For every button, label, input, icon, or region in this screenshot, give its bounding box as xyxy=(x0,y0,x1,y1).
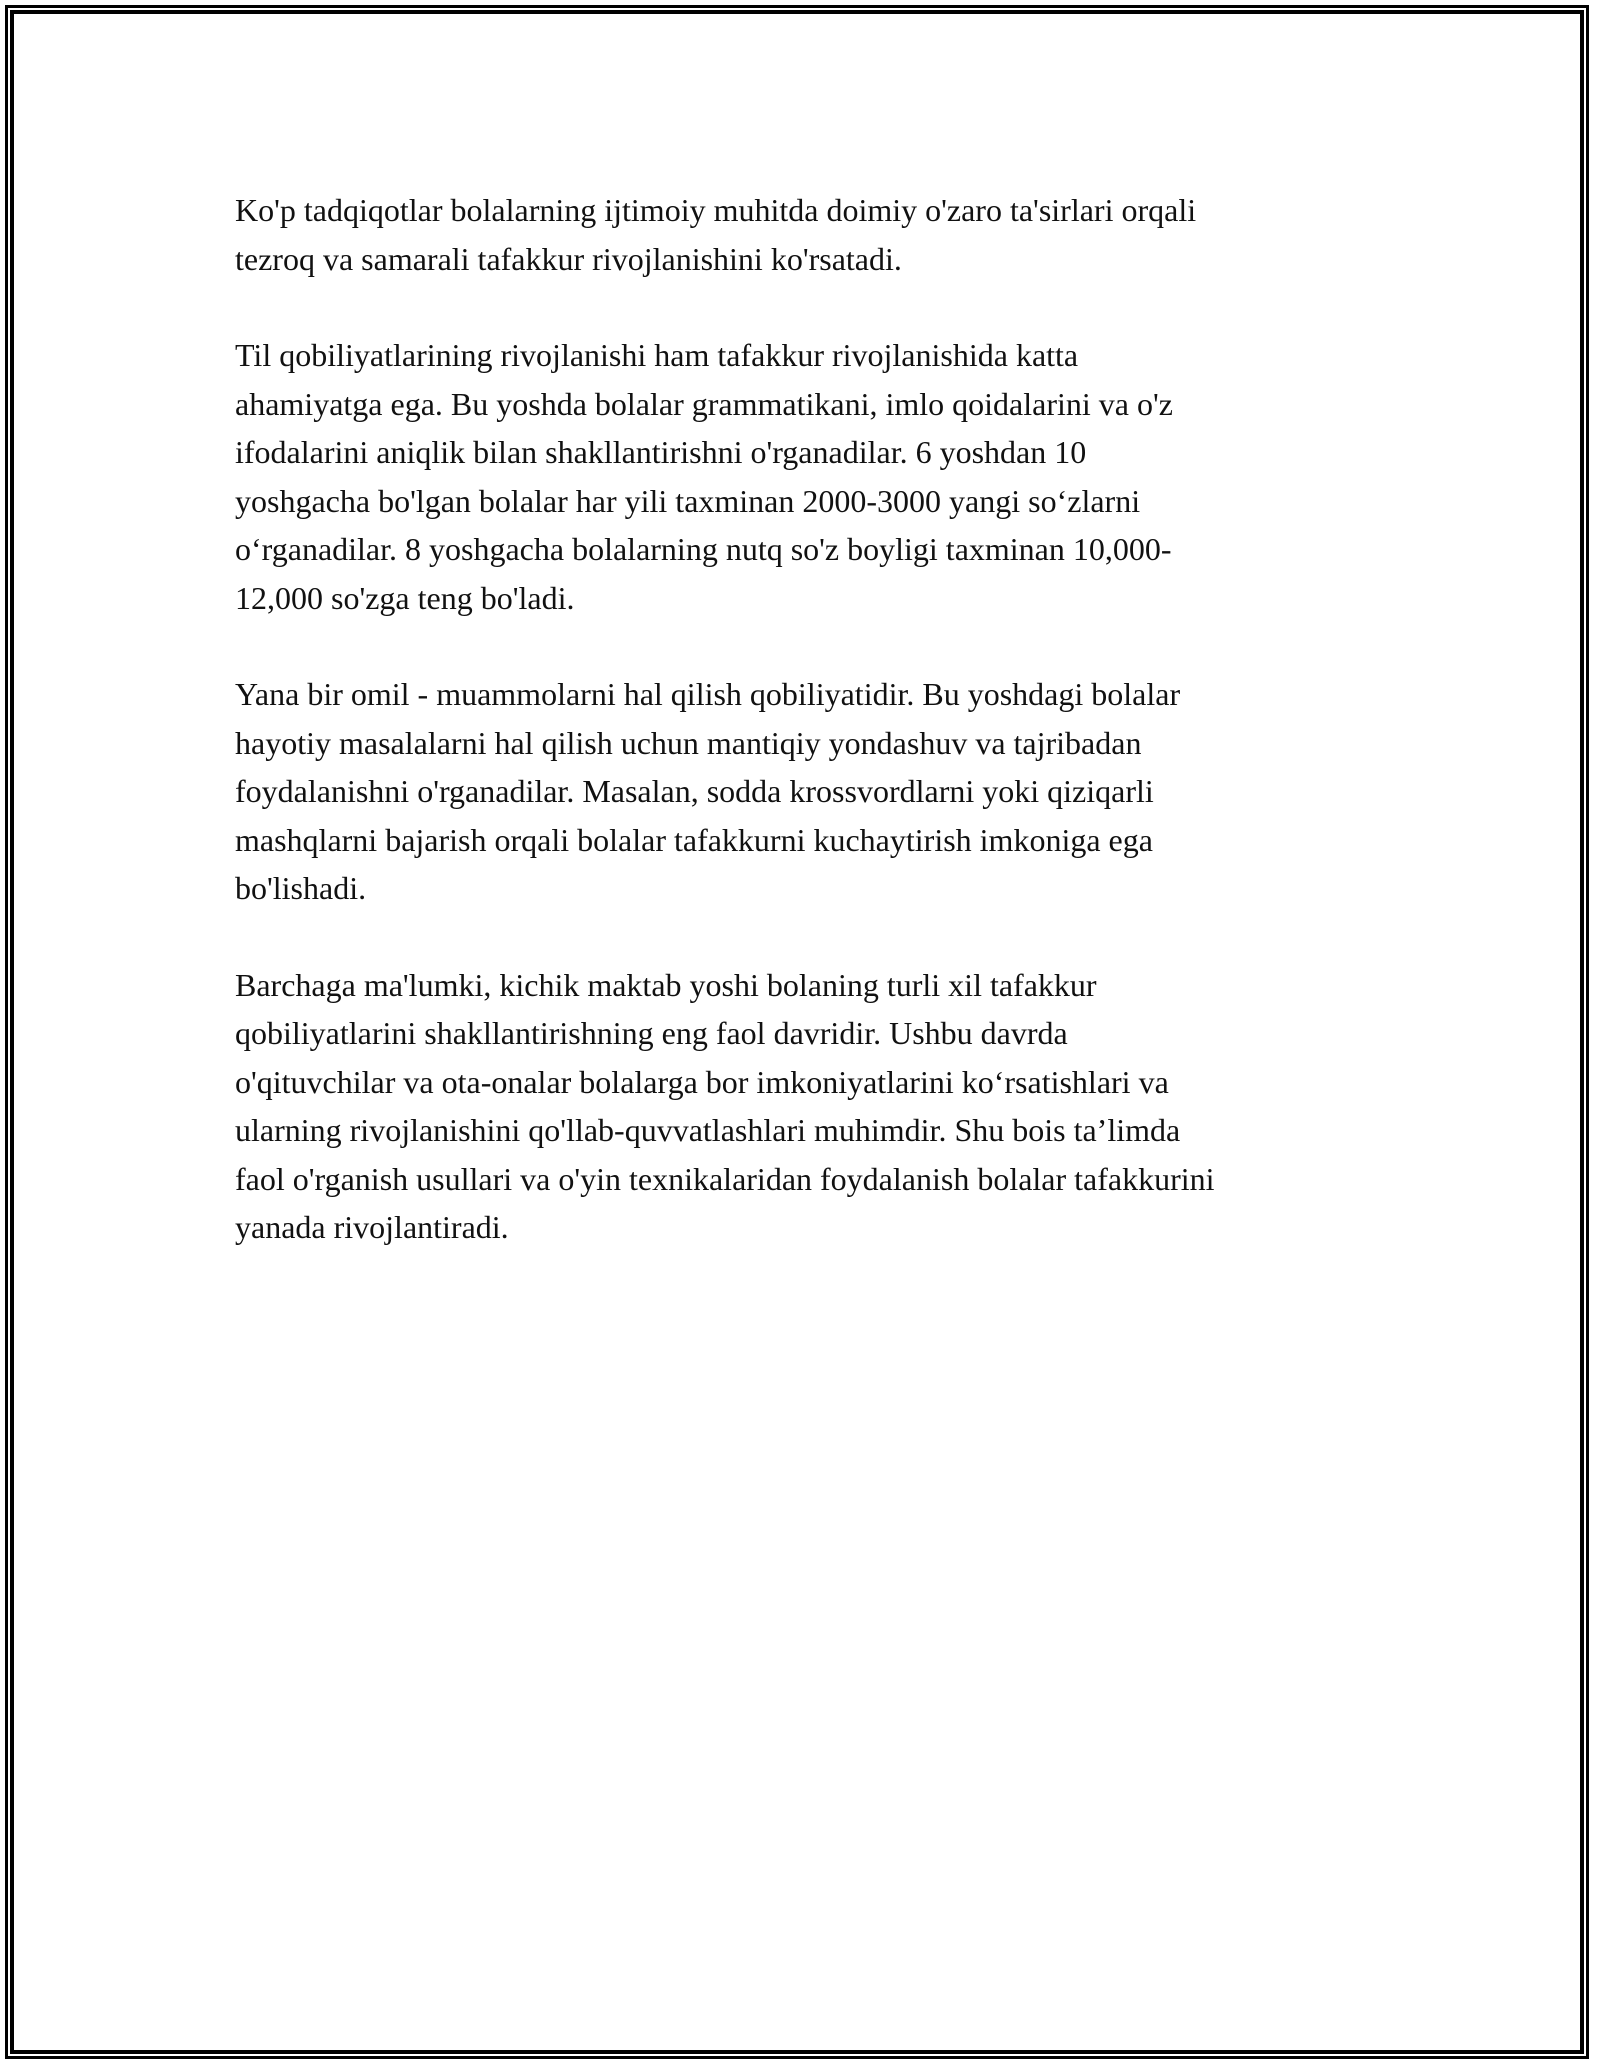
paragraph-4-line-1: Barchaga ma'lumki, kichik maktab yoshi bolaning turli xil tafakkur xyxy=(235,966,1097,1003)
paragraph-4-line-3: o'qituvchilar va ota-onalar bolalarga bor imkoniyatlarini ko‘rsatishlari va xyxy=(235,1063,1169,1100)
paragraph-1 xyxy=(235,186,1375,283)
paragraph-2-line-3: ifodalarini aniqlik bilan shakllantirishni o'rganadilar. 6 yoshdan 10 xyxy=(235,434,1087,470)
paragraph-2-line-2: ahamiyatga ega. Bu yoshda bolalar grammatikani, imlo qoidalarini va o'z xyxy=(235,385,1173,422)
paragraph-3-line-2: hayotiy masalalarni hal qilish uchun mantiqiy yondashuv va tajribadan xyxy=(235,724,1142,761)
paragraph-4 xyxy=(235,961,1375,1252)
paragraph-4-line-6: yanada rivojlantiradi. xyxy=(235,1209,509,1245)
document-body xyxy=(235,186,1375,1300)
paragraph-2-line-4: yoshgacha bo'lgan bolalar har yili taxminan 2000-3000 yangi so‘zlarni xyxy=(235,482,1141,519)
paragraph-1-line-1: Ko'p tadqiqotlar bolalarning ijtimoiy muhitda doimiy o'zaro ta'sirlari orqali xyxy=(235,192,1197,228)
paragraph-2-line-1: Til qobiliyatlarining rivojlanishi ham tafakkur rivojlanishida katta xyxy=(235,337,1079,373)
paragraph-3-line-4: mashqlarni bajarish orqali bolalar tafakkurni kuchaytirish imkoniga ega xyxy=(235,821,1153,858)
paragraph-3-line-1: Yana bir omil - muammolarni hal qilish qobiliyatidir. Bu yoshdagi bolalar xyxy=(235,676,1181,712)
paragraph-4-line-2: qobiliyatlarini shakllantirishning eng faol davridir. Ushbu davrda xyxy=(235,1015,1068,1051)
paragraph-2 xyxy=(235,331,1375,622)
paragraph-2-line-5: o‘rganadilar. 8 yoshgacha bolalarning nutq so'z boyligi taxminan 10,000- xyxy=(235,531,1172,567)
paragraph-2-line-6: 12,000 so'zga teng bo'ladi. xyxy=(235,579,575,616)
paragraph-4-line-4: ularning rivojlanishini qo'llab-quvvatlashlari muhimdir. Shu bois ta’limda xyxy=(235,1112,1181,1148)
paragraph-4-line-5: faol o'rganish usullari va o'yin texnikalaridan foydalanish bolalar tafakkurini xyxy=(235,1160,1215,1197)
paragraph-3-line-5: bo'lishadi. xyxy=(235,870,367,906)
paragraph-3-line-3: foydalanishni o'rganadilar. Masalan, sodda krossvordlarni yoki qiziqarli xyxy=(235,773,1154,809)
paragraph-1-line-2: tezroq va samarali tafakkur rivojlanishini ko'rsatadi. xyxy=(235,240,902,277)
paragraph-3 xyxy=(235,670,1375,913)
